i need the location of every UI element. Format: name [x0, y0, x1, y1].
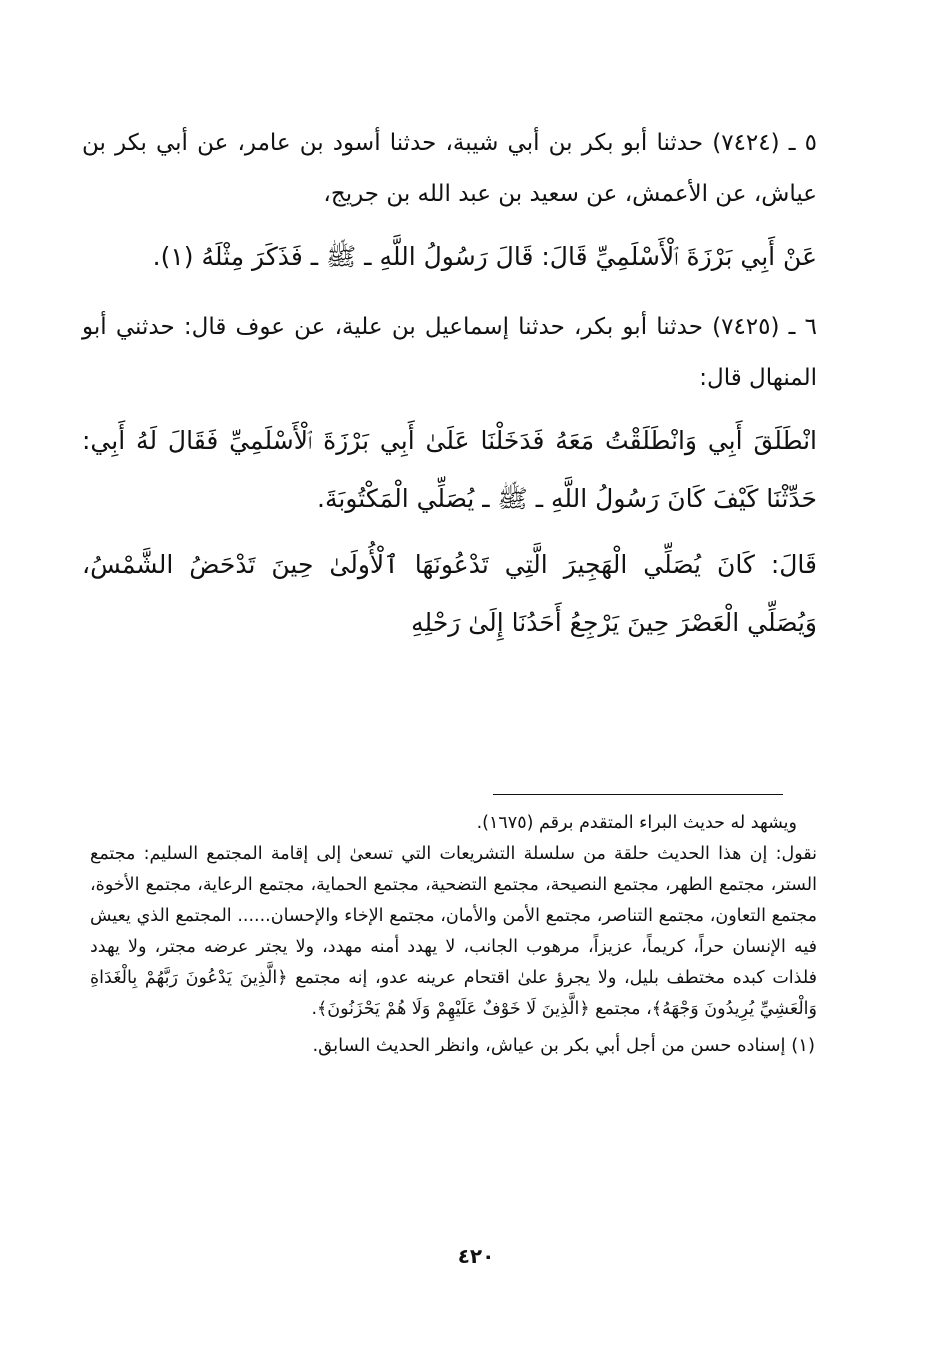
hadith-6-matn-1: انْطَلَقَ أَبِي وَانْطَلَقْتُ مَعَهُ فَدَخَلْنَا عَلَىٰ أَبِي بَرْزَةَ ٱلْأَسْلَمِيِّ فَقَالَ لَهُ أَبِي: حَدِّثْنَا كَيْفَ كَانَ رَسُولُ اللَّهِ ـ ﷺ ـ يُصَلِّي الْمَكْتُوبَةَ. — [82, 426, 817, 513]
hadith-5-isnad: ٥ ـ (٧٤٢٤) حدثنا أبو بكر بن أبي شيبة، حدثنا أسود بن عامر، عن أبي بكر بن عياش، عن الأعمش، عن سعيد بن عبد الله بن جريج، — [82, 130, 817, 207]
hadith-6-isnad: ٦ ـ (٧٤٢٥) حدثنا أبو بكر، حدثنا إسماعيل بن علية، عن عوف قال: حدثني أبو المنهال قال: — [82, 314, 817, 391]
note-line-1: ويشهد له حديث البراء المتقدم برقم (١٦٧٥). — [476, 813, 797, 833]
footnote-divider — [493, 794, 783, 795]
hadith-5-matn: عَنْ أَبِي بَرْزَةَ ٱلْأَسْلَمِيِّ قَالَ: قَالَ رَسُولُ اللَّهِ ـ ﷺ ـ فَذَكَرَ مِثْلَهُ (١). — [152, 242, 817, 271]
page-number: ٤٢٠ — [457, 1244, 495, 1268]
footnote-1: (١) إسناده حسن من أجل أبي بكر بن عياش، وانظر الحديث السابق. — [312, 1035, 815, 1056]
note-line-2: نقول: إن هذا الحديث حلقة من سلسلة التشريعات التي تسعىٰ إلى إقامة المجتمع السليم: مجتمع الستر، مجتمع الطهر، مجتمع النصيحة، مجتمع التضحية، مجتمع الحماية، مجتمع الرعاية، مجتمع الأخوة، مجتمع التعاون، مجتمع التناصر، مجتمع الأمن والأمان، مجتمع الإخاء والإحسان...... المجتمع الذي يعيش فيه الإنسان حراً، كريماً، عزيزاً، مرهوب الجانب، لا يهدد أمنه مهدد، ولا يجتر عرضه مجتر، ولا يهدد فلذات كبده مختطف بليل، ولا يجرؤ علىٰ اقتحام عرينه عدو، إنه مجتمع ﴿الَّذِينَ يَدْعُونَ رَبَّهُمْ بِالْغَدَاةِ وَالْعَشِيِّ يُرِيدُونَ وَجْهَهُ﴾، مجتمع ﴿الَّذِينَ لَا خَوْفٌ عَلَيْهِمْ وَلَا هُمْ يَحْزَنُونَ﴾. — [90, 844, 817, 1019]
hadith-6-matn-2: قَالَ: كَانَ يُصَلِّي الْهَجِيرَ الَّتِي تَدْعُونَهَا ٱلْأُولَىٰ حِينَ تَدْحَضُ الشَّمْسُ، وَيُصَلِّي الْعَصْرَ حِينَ يَرْجِعُ أَحَدُنَا إِلَىٰ رَحْلِهِ — [82, 550, 817, 637]
notes-block — [90, 808, 817, 1061]
main-text — [82, 118, 817, 652]
